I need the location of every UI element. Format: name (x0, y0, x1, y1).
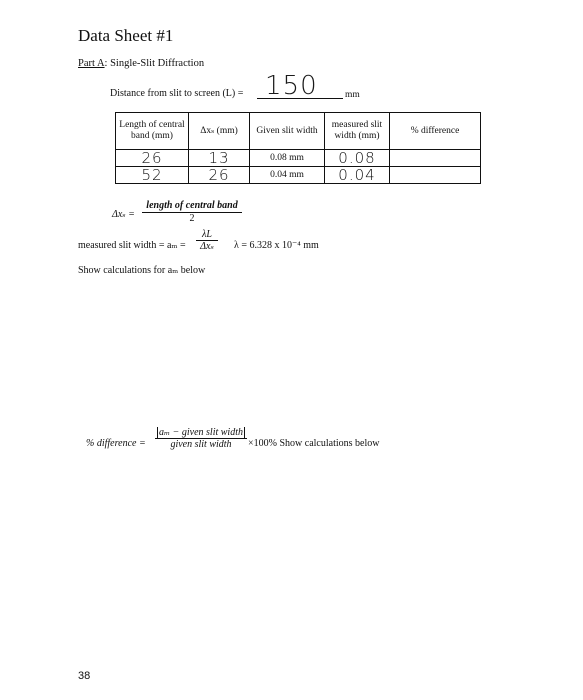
table-header-row (116, 113, 481, 150)
percent-diff-denominator: given slit width (170, 439, 232, 450)
section-heading (78, 58, 204, 69)
cell-percent-diff[interactable] (390, 167, 481, 184)
slit-width-equation-lhs: measured slit width = aₘ = (78, 240, 186, 251)
distance-value: 150 (265, 71, 318, 101)
page-title: Data Sheet #1 (78, 26, 174, 45)
slit-width-denominator: Δxₛ (200, 241, 214, 252)
distance-label: Distance from slit to screen (L) = (110, 88, 244, 99)
delta-x-fraction (142, 200, 242, 224)
part-label: Part A (78, 58, 105, 69)
table-row (116, 150, 481, 167)
delta-x-numerator: length of central band (142, 200, 242, 213)
cell-given-width: 0.08 mm (250, 150, 325, 167)
show-calculations-am: Show calculations for aₘ below (78, 265, 206, 276)
cell-given-width: 0.04 mm (250, 167, 325, 184)
part-title: : Single-Slit Diffraction (104, 58, 205, 69)
col-header-delta-x: Δxₛ (mm) (189, 113, 250, 150)
percent-diff-numerator (155, 427, 247, 439)
cell-central-band[interactable]: 26 (116, 150, 189, 167)
col-header-percent-diff: % difference (390, 113, 481, 150)
delta-x-equation-lhs: Δxₛ = (112, 209, 135, 220)
page-number: 38 (78, 670, 91, 682)
delta-x-denominator: 2 (189, 213, 195, 224)
cell-delta-x[interactable]: 13 (189, 150, 250, 167)
cell-delta-x[interactable]: 26 (189, 167, 250, 184)
cell-central-band[interactable]: 52 (116, 167, 189, 184)
percent-diff-equation-lhs: % difference = (86, 438, 146, 449)
percent-diff-abs-value: aₘ − given slit width (159, 427, 243, 438)
distance-unit: mm (345, 90, 360, 100)
percent-diff-fraction (155, 427, 247, 450)
measurement-table (115, 112, 481, 184)
slit-width-fraction (196, 229, 218, 252)
col-header-central-band: Length of central band (mm) (116, 113, 189, 150)
wavelength-value: λ = 6.328 x 10⁻⁴ mm (234, 240, 319, 251)
col-header-given-width: Given slit width (250, 113, 325, 150)
cell-measured-width[interactable]: 0.08 (325, 150, 390, 167)
cell-measured-width[interactable]: 0.04 (325, 167, 390, 184)
cell-percent-diff[interactable] (390, 150, 481, 167)
percent-diff-equation-rhs: ×100% Show calculations below (248, 438, 380, 449)
distance-underline (257, 98, 343, 99)
table-row (116, 167, 481, 184)
slit-width-numerator: λL (196, 229, 218, 241)
col-header-measured-width: measured slit width (mm) (325, 113, 390, 150)
